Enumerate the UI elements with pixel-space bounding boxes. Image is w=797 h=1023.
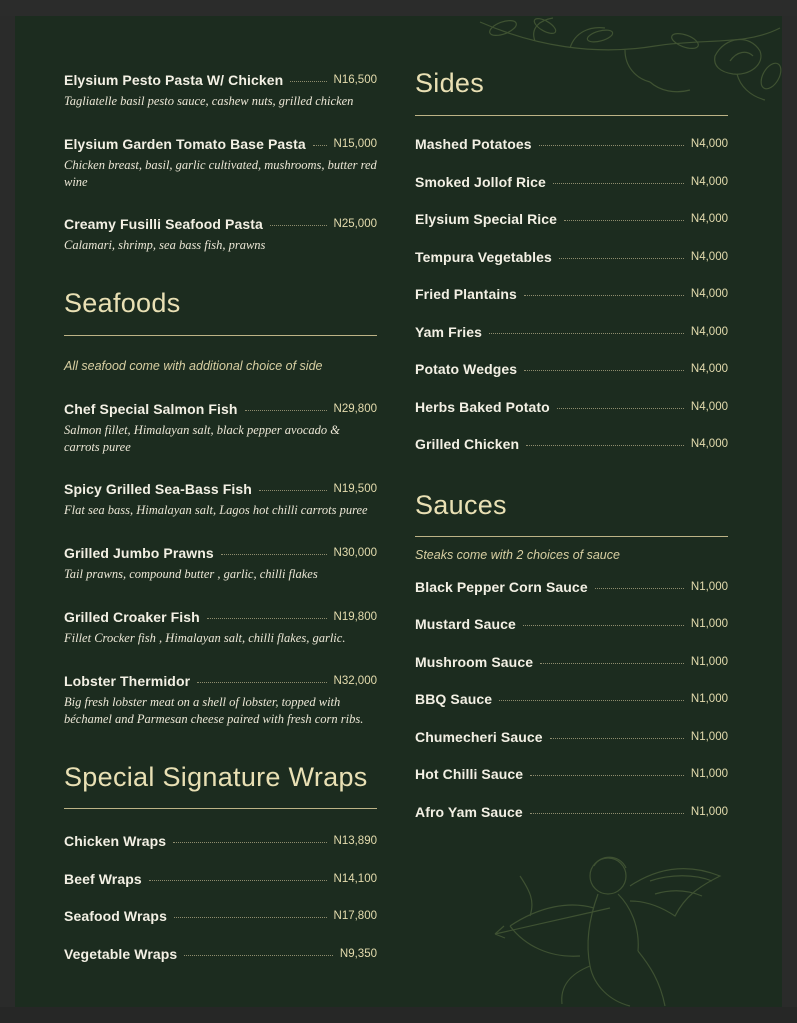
leader-dots (499, 700, 684, 701)
section-title-seafoods: Seafoods (64, 288, 181, 318)
section-divider (415, 536, 728, 537)
leader-dots (290, 81, 326, 82)
item-name: Mashed Potatoes (415, 136, 532, 152)
item-price: N4,000 (690, 288, 728, 300)
item-name: Chumecheri Sauce (415, 729, 543, 745)
item-name: Elysium Pesto Pasta W/ Chicken (64, 72, 284, 88)
section-note: All seafood come with additional choice of side (64, 359, 323, 373)
item-description: Tagliatelle basil pesto sauce, cashew nuts, grilled chicken (64, 94, 354, 108)
item-price: N1,000 (690, 768, 728, 780)
item-price: N1,000 (690, 618, 728, 630)
top-strip (0, 0, 797, 16)
item-name: Mustard Sauce (415, 616, 516, 632)
menu-item (64, 906, 377, 926)
leader-dots (173, 842, 326, 843)
item-name: Seafood Wraps (64, 908, 167, 924)
item-price: N19,800 (333, 611, 377, 623)
item-name: Afro Yam Sauce (415, 804, 523, 820)
cupid-illustration (490, 846, 730, 1007)
section-divider (64, 808, 377, 809)
section-divider (415, 115, 728, 116)
menu-item (415, 689, 728, 709)
item-name: Yam Fries (415, 324, 483, 340)
item-price: N29,800 (333, 403, 377, 415)
floral-branch-decoration (475, 16, 782, 108)
item-description: Fillet Crocker fish , Himalayan salt, chilli flakes, garlic. (64, 631, 346, 645)
menu-item (415, 652, 728, 672)
section-title-wraps: Special Signature Wraps (64, 762, 368, 792)
item-price: N16,500 (333, 74, 377, 86)
leader-dots (184, 955, 333, 956)
menu-item (64, 214, 377, 254)
menu-item (415, 434, 728, 454)
leader-dots (313, 145, 327, 146)
menu-item (415, 322, 728, 342)
leader-dots (270, 225, 327, 226)
leader-dots (523, 625, 684, 626)
section-title-sauces: Sauces (415, 490, 507, 520)
item-name: Herbs Baked Potato (415, 399, 550, 415)
item-price: N15,000 (333, 138, 377, 150)
item-price: N1,000 (690, 731, 728, 743)
item-price: N4,000 (690, 363, 728, 375)
menu-item (415, 727, 728, 747)
menu-item (64, 399, 377, 456)
menu-item (415, 134, 728, 154)
item-name: Fried Plantains (415, 286, 517, 302)
item-name: Vegetable Wraps (64, 946, 178, 962)
item-price: N14,100 (333, 873, 377, 885)
menu-item (415, 614, 728, 634)
menu-item (64, 671, 377, 728)
item-name: Tempura Vegetables (415, 249, 552, 265)
leader-dots (530, 813, 684, 814)
leader-dots (489, 333, 684, 334)
menu-item (415, 172, 728, 192)
menu-item (64, 479, 377, 519)
menu-item (415, 359, 728, 379)
item-price: N17,800 (333, 910, 377, 922)
item-name: Spicy Grilled Sea-Bass Fish (64, 481, 252, 497)
leader-dots (539, 145, 684, 146)
item-price: N1,000 (690, 581, 728, 593)
item-name: Elysium Garden Tomato Base Pasta (64, 136, 306, 152)
menu-item (64, 543, 377, 583)
bottom-strip (0, 1007, 797, 1023)
leader-dots (550, 738, 684, 739)
leader-dots (553, 183, 684, 184)
item-name: Creamy Fusilli Seafood Pasta (64, 216, 263, 232)
item-price: N4,000 (690, 438, 728, 450)
leader-dots (559, 258, 684, 259)
item-name: Elysium Special Rice (415, 211, 558, 227)
item-price: N4,000 (690, 326, 728, 338)
menu-item (64, 831, 377, 851)
section-title-sides: Sides (415, 68, 485, 98)
item-price: N9,350 (339, 948, 377, 960)
leader-dots (530, 775, 684, 776)
item-price: N4,000 (690, 213, 728, 225)
leader-dots (524, 370, 684, 371)
item-price: N1,000 (690, 806, 728, 818)
item-price: N19,500 (333, 483, 377, 495)
item-name: Grilled Chicken (415, 436, 520, 452)
item-price: N4,000 (690, 401, 728, 413)
item-description: Salmon fillet, Himalayan salt, black pepper avocado & carrots puree (64, 423, 340, 454)
leader-dots (149, 880, 327, 881)
leader-dots (197, 682, 326, 683)
item-price: N30,000 (333, 547, 377, 559)
menu-item (415, 577, 728, 597)
item-description: Tail prawns, compound butter , garlic, chilli flakes (64, 567, 318, 581)
item-price: N4,000 (690, 251, 728, 263)
menu-item (64, 869, 377, 889)
menu-item (415, 284, 728, 304)
item-price: N13,890 (333, 835, 377, 847)
section-note: Steaks come with 2 choices of sauce (415, 548, 620, 562)
leader-dots (207, 618, 327, 619)
item-price: N25,000 (333, 218, 377, 230)
item-name: Grilled Croaker Fish (64, 609, 200, 625)
menu-item (64, 607, 377, 647)
item-price: N1,000 (690, 693, 728, 705)
leader-dots (540, 663, 684, 664)
leader-dots (245, 410, 327, 411)
leader-dots (174, 917, 327, 918)
leader-dots (557, 408, 684, 409)
leader-dots (526, 445, 684, 446)
menu-item (415, 802, 728, 822)
item-name: Chef Special Salmon Fish (64, 401, 238, 417)
leader-dots (524, 295, 684, 296)
item-name: Mushroom Sauce (415, 654, 534, 670)
leader-dots (259, 490, 327, 491)
item-name: BBQ Sauce (415, 691, 493, 707)
leader-dots (595, 588, 684, 589)
item-name: Lobster Thermidor (64, 673, 191, 689)
leader-dots (564, 220, 684, 221)
item-description: Big fresh lobster meat on a shell of lobster, topped with béchamel and Parmesan cheese paired with fresh corn ribs. (64, 695, 364, 726)
item-name: Beef Wraps (64, 871, 142, 887)
item-name: Chicken Wraps (64, 833, 167, 849)
item-name: Hot Chilli Sauce (415, 766, 524, 782)
item-name: Black Pepper Corn Sauce (415, 579, 588, 595)
item-description: Calamari, shrimp, sea bass fish, prawns (64, 238, 266, 252)
item-name: Smoked Jollof Rice (415, 174, 546, 190)
menu-item (64, 134, 377, 191)
item-name: Grilled Jumbo Prawns (64, 545, 214, 561)
item-description: Chicken breast, basil, garlic cultivated, mushrooms, butter red wine (64, 158, 377, 189)
item-name: Potato Wedges (415, 361, 518, 377)
item-price: N4,000 (690, 176, 728, 188)
menu-item (415, 247, 728, 267)
menu-item (64, 944, 377, 964)
menu-item (415, 209, 728, 229)
menu-item (415, 764, 728, 784)
menu-item (64, 70, 377, 110)
section-divider (64, 335, 377, 336)
menu-item (415, 397, 728, 417)
item-price: N1,000 (690, 656, 728, 668)
item-description: Flat sea bass, Himalayan salt, Lagos hot chilli carrots puree (64, 503, 368, 517)
leader-dots (221, 554, 327, 555)
item-price: N4,000 (690, 138, 728, 150)
menu-page (15, 16, 782, 1007)
item-price: N32,000 (333, 675, 377, 687)
